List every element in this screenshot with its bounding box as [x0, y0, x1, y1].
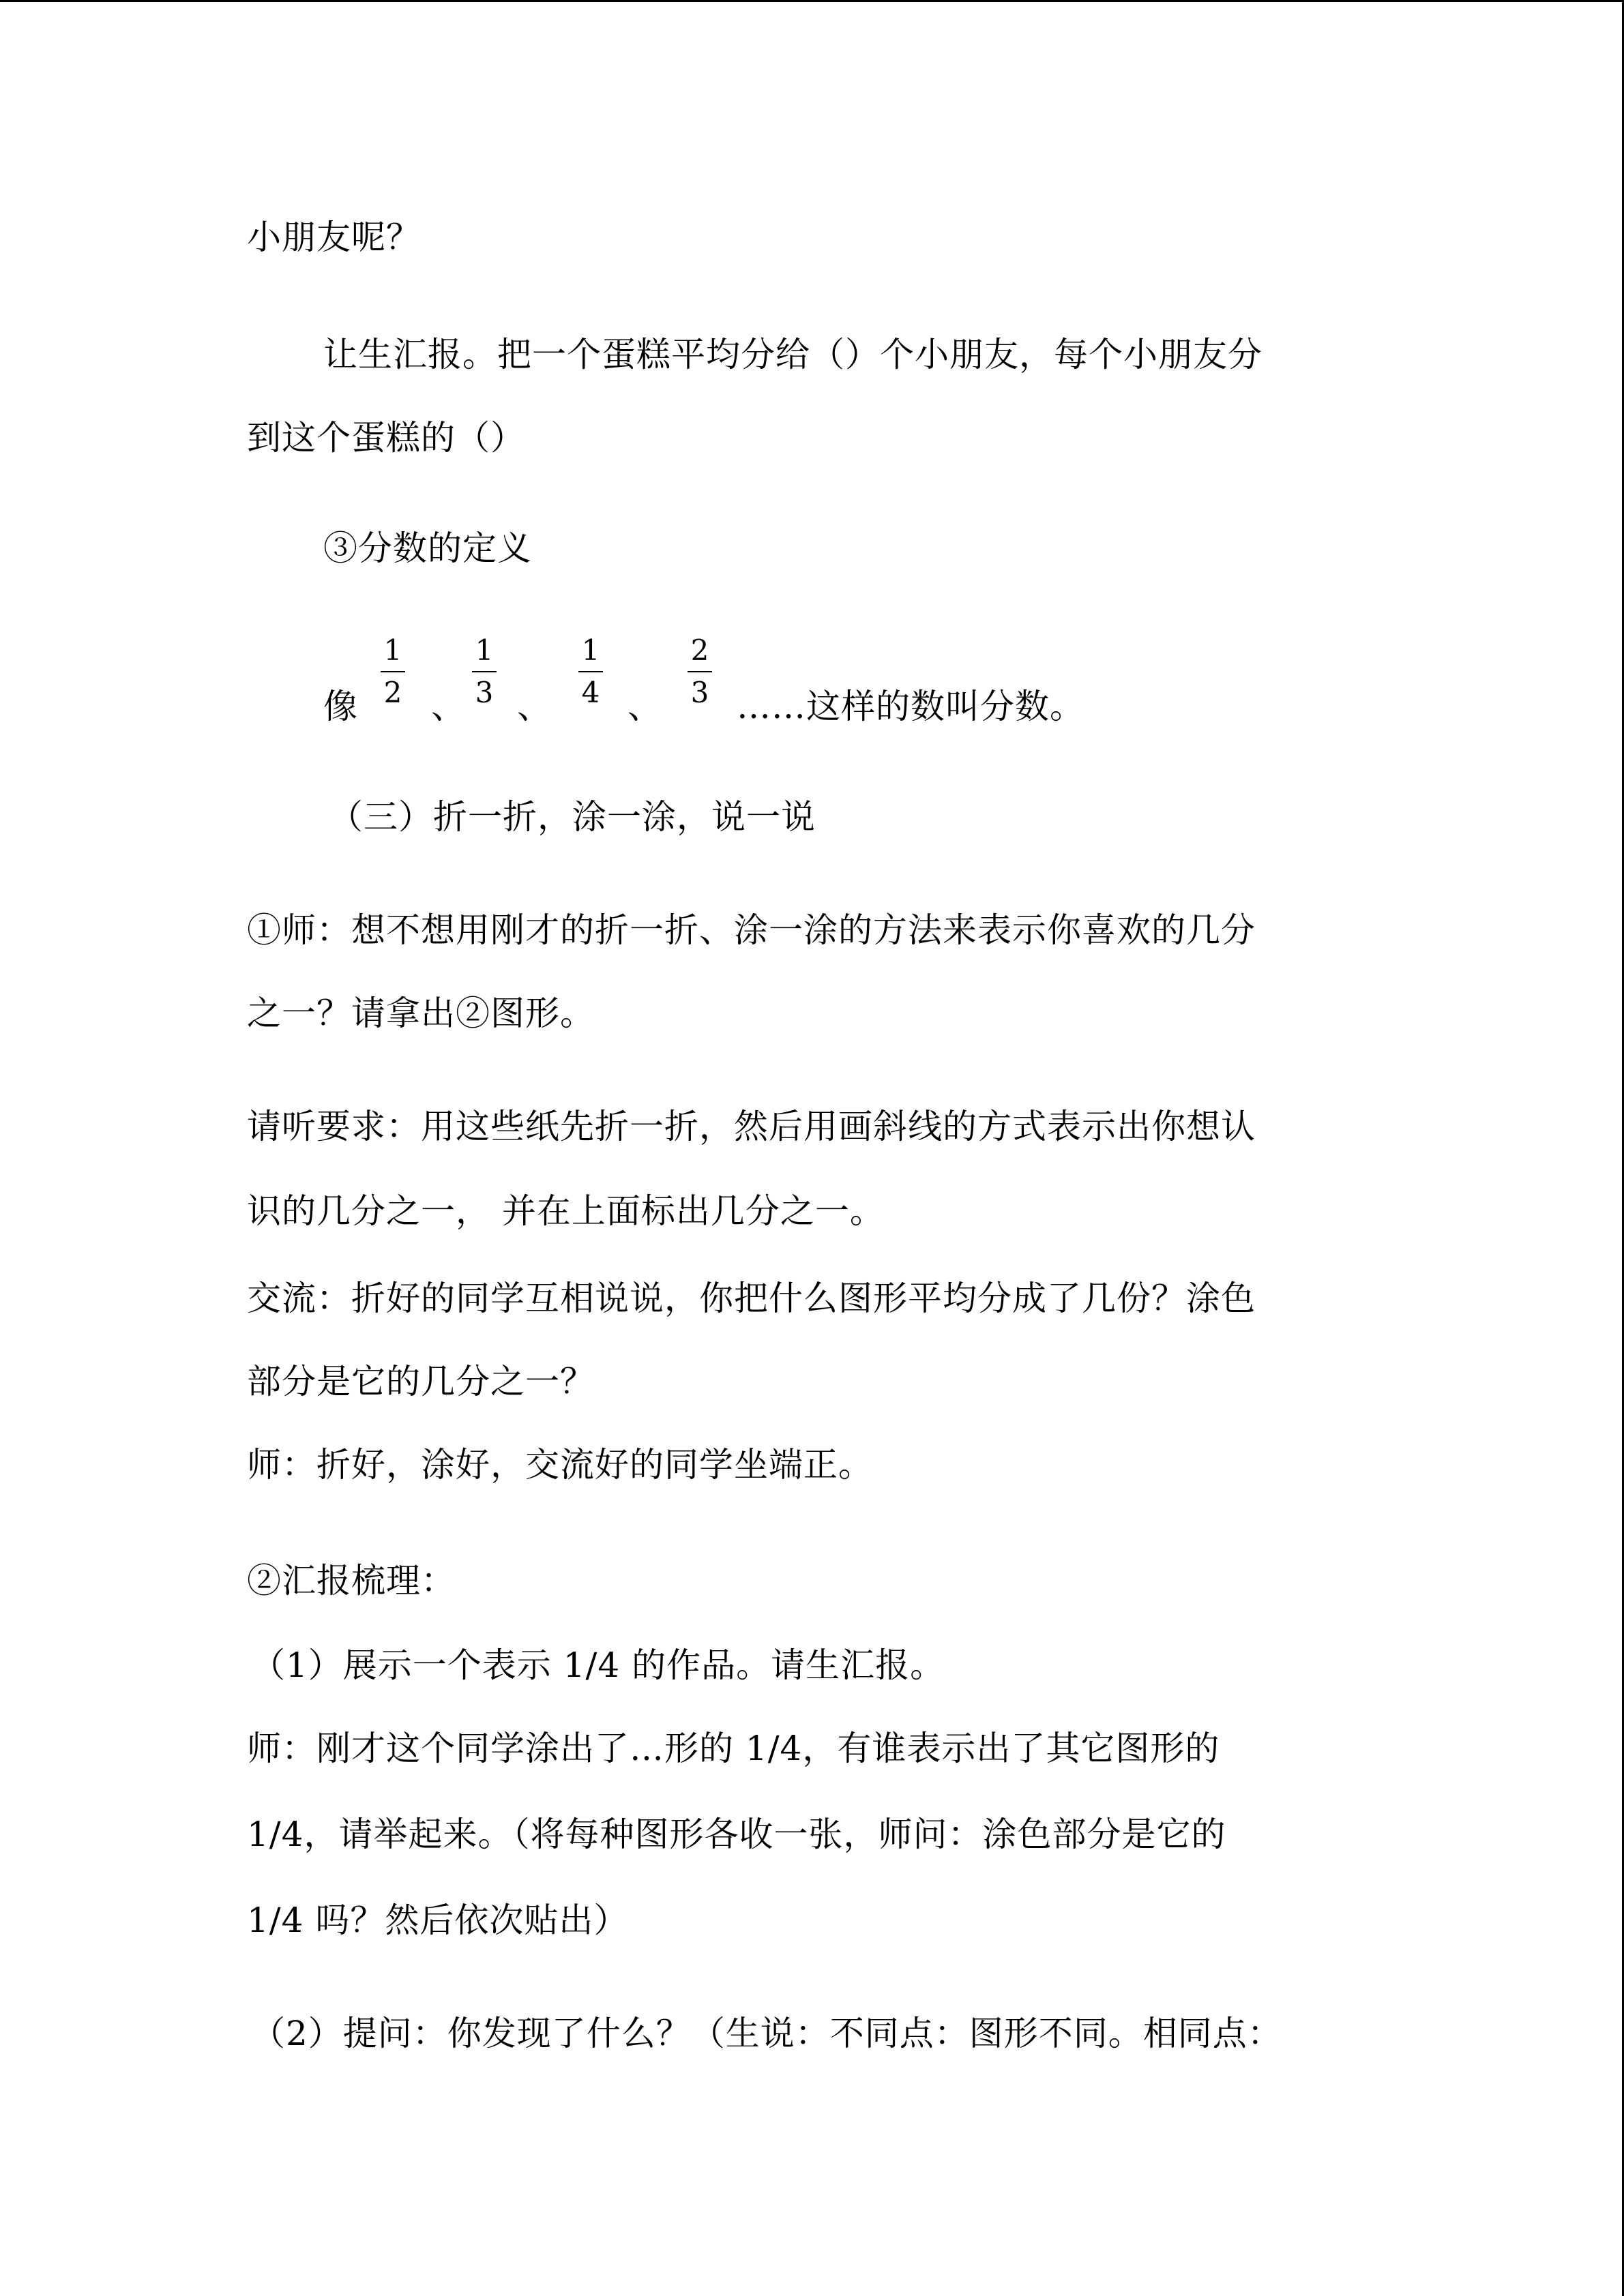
text-line-15: （1）展示一个表示 1/4 的作品。请生汇报。	[251, 1645, 945, 1685]
fraction-numerator: 1	[581, 633, 600, 667]
text-line-2: 让生汇报。把一个蛋糕平均分给（）个小朋友，每个小朋友分	[323, 335, 1263, 374]
text-line-17: 1/4，请举起来。（将每种图形各收一张，师问：涂色部分是它的	[247, 1815, 1226, 1854]
text-line-7: ①师：想不想用刚才的折一折、涂一涂的方法来表示你喜欢的几分	[247, 910, 1256, 950]
fraction-denominator: 3	[475, 676, 494, 709]
fraction-bar	[472, 671, 497, 672]
text-line-11: 交流：折好的同学互相说说，你把什么图形平均分成了几份？涂色	[247, 1279, 1256, 1318]
separator: 、	[628, 687, 662, 726]
text-line-13: 师：折好，涂好，交流好的同学坐端正。	[247, 1445, 873, 1485]
fraction-denominator: 2	[383, 676, 402, 709]
fraction-4	[686, 634, 713, 709]
fraction-3	[577, 634, 604, 709]
text-line-5-suffix: ……这样的数叫分数。	[737, 687, 1084, 726]
fraction-bar	[688, 671, 712, 672]
separator: 、	[517, 687, 552, 726]
text-line-8: 之一？请拿出②图形。	[247, 994, 595, 1033]
fraction-1	[379, 634, 407, 709]
fraction-numerator: 1	[475, 633, 494, 667]
text-line-3: 到这个蛋糕的（）	[247, 418, 525, 458]
section-heading-fraction-definition: ③分数的定义	[323, 528, 532, 568]
fraction-bar	[578, 671, 603, 672]
fraction-numerator: 1	[383, 633, 402, 667]
text-line-10: 识的几分之一， 并在上面标出几分之一。	[247, 1191, 885, 1231]
section-heading-fold-paint-say: （三）折一折，涂一涂，说一说	[329, 797, 816, 837]
text-line-12: 部分是它的几分之一？	[247, 1362, 595, 1401]
text-line-16: 师：刚才这个同学涂出了…形的 1/4，有谁表示出了其它图形的	[247, 1729, 1220, 1768]
text-line-1: 小朋友呢？	[247, 218, 421, 257]
fraction-bar	[381, 671, 405, 672]
text-line-18: 1/4 吗？然后依次贴出）	[247, 1900, 629, 1940]
fraction-2	[471, 634, 498, 709]
separator: 、	[431, 687, 466, 726]
section-heading-report: ②汇报梳理：	[247, 1561, 456, 1600]
fraction-denominator: 4	[581, 676, 600, 709]
text-line-19: （2）提问：你发现了什么？（生说：不同点：图形不同。相同点：	[251, 2014, 1282, 2053]
page-top-border	[0, 0, 1624, 2]
fraction-numerator: 2	[690, 633, 709, 667]
text-line-5-prefix: 像	[323, 687, 358, 726]
text-line-9: 请听要求：用这些纸先折一折，然后用画斜线的方式表示出你想认	[247, 1107, 1256, 1146]
fraction-denominator: 3	[690, 676, 709, 709]
